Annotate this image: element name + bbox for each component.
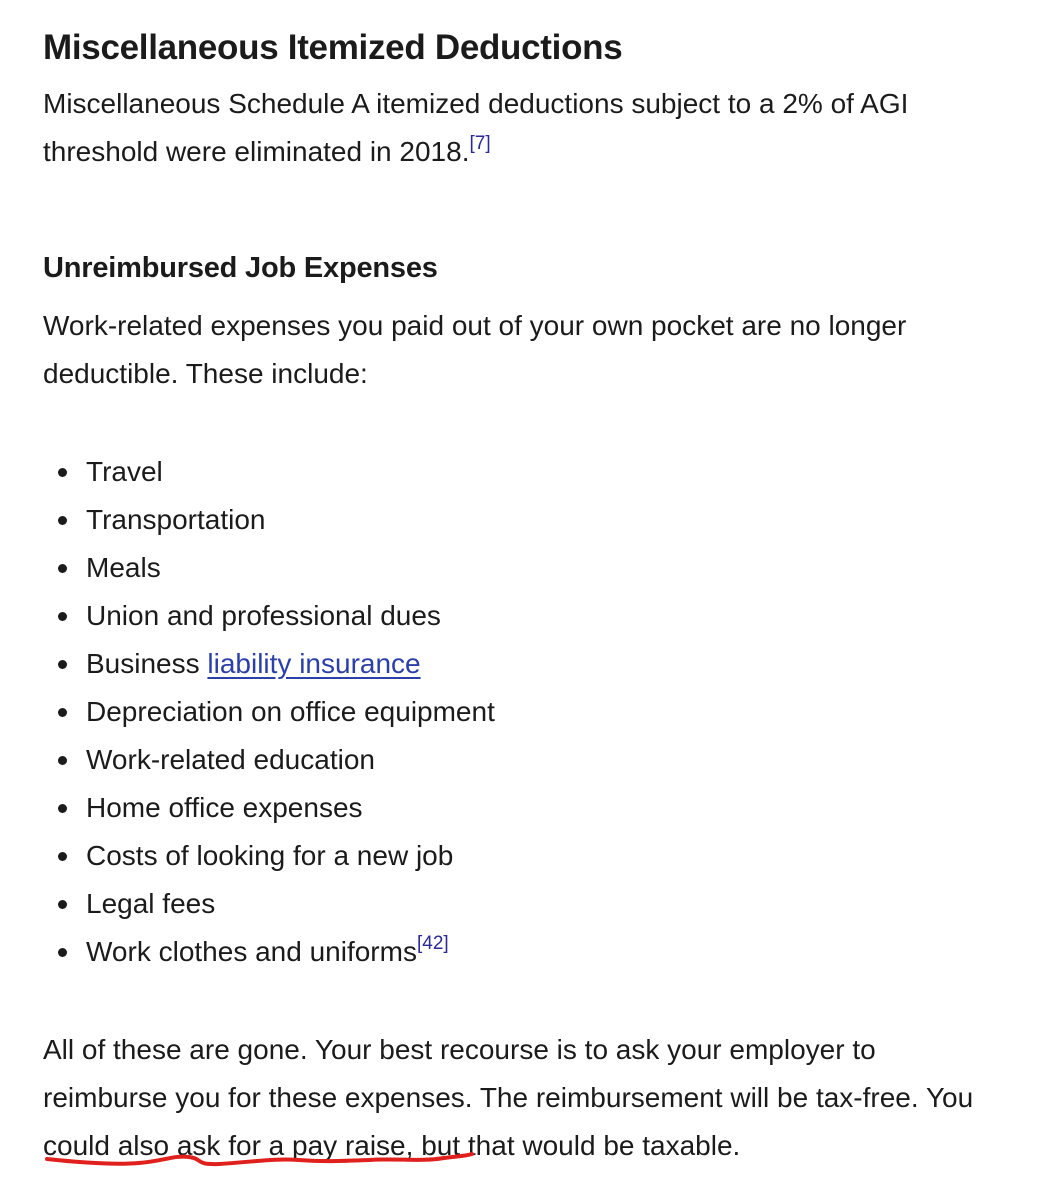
bullet-icon — [58, 948, 67, 957]
closing-text-end: , but that would be taxable. — [405, 1130, 741, 1161]
closing-text: All of these are gone. Your best recourse is to ask your employer to reimburse you for these expenses. The reimbursement will be tax-free. — [43, 1034, 919, 1113]
list-item: Home office expenses — [43, 784, 1003, 832]
list-item: Work-related education — [43, 736, 1003, 784]
list-item: Union and professional dues — [43, 592, 1003, 640]
list-item: Work clothes and uniforms[42] — [43, 928, 1003, 976]
list-item: Meals — [43, 544, 1003, 592]
liability-insurance-link[interactable]: liability insurance — [207, 648, 421, 679]
bullet-icon — [58, 516, 67, 525]
footnote-ref-42[interactable]: [42] — [416, 932, 449, 954]
bullet-icon — [58, 564, 67, 573]
list-item: Legal fees — [43, 880, 1003, 928]
bullet-icon — [58, 900, 67, 909]
section-heading: Miscellaneous Itemized Deductions — [43, 28, 623, 67]
list-item: Depreciation on office equipment — [43, 688, 1003, 736]
list-item: Travel — [43, 448, 1003, 496]
bullet-icon — [58, 468, 67, 477]
bullet-icon — [58, 708, 67, 717]
hand-drawn-underline — [44, 1148, 476, 1172]
list-item: Costs of looking for a new job — [43, 832, 1003, 880]
article-section — [43, 22, 1003, 1170]
bullet-icon — [58, 660, 67, 669]
expense-list — [43, 448, 1003, 976]
subsection-intro-paragraph: Work-related expenses you paid out of your own pocket are no longer deductible. These include: — [43, 310, 907, 389]
footnote-ref-7[interactable]: [7] — [469, 132, 491, 154]
list-item: Transportation — [43, 496, 1003, 544]
bullet-icon — [58, 804, 67, 813]
bullet-icon — [58, 612, 67, 621]
bullet-icon — [58, 756, 67, 765]
highlighted-sentence: You could also ask for a pay raise — [43, 1082, 974, 1161]
list-item: Business liability insurance — [43, 640, 1003, 688]
section-intro-text: Miscellaneous Schedule A itemized deductions subject to a 2% of AGI threshold were eliminated in 2018. — [43, 88, 909, 167]
section-intro-paragraph — [43, 80, 1003, 176]
subsection-heading: Unreimbursed Job Expenses — [43, 252, 438, 284]
bullet-icon — [58, 852, 67, 861]
